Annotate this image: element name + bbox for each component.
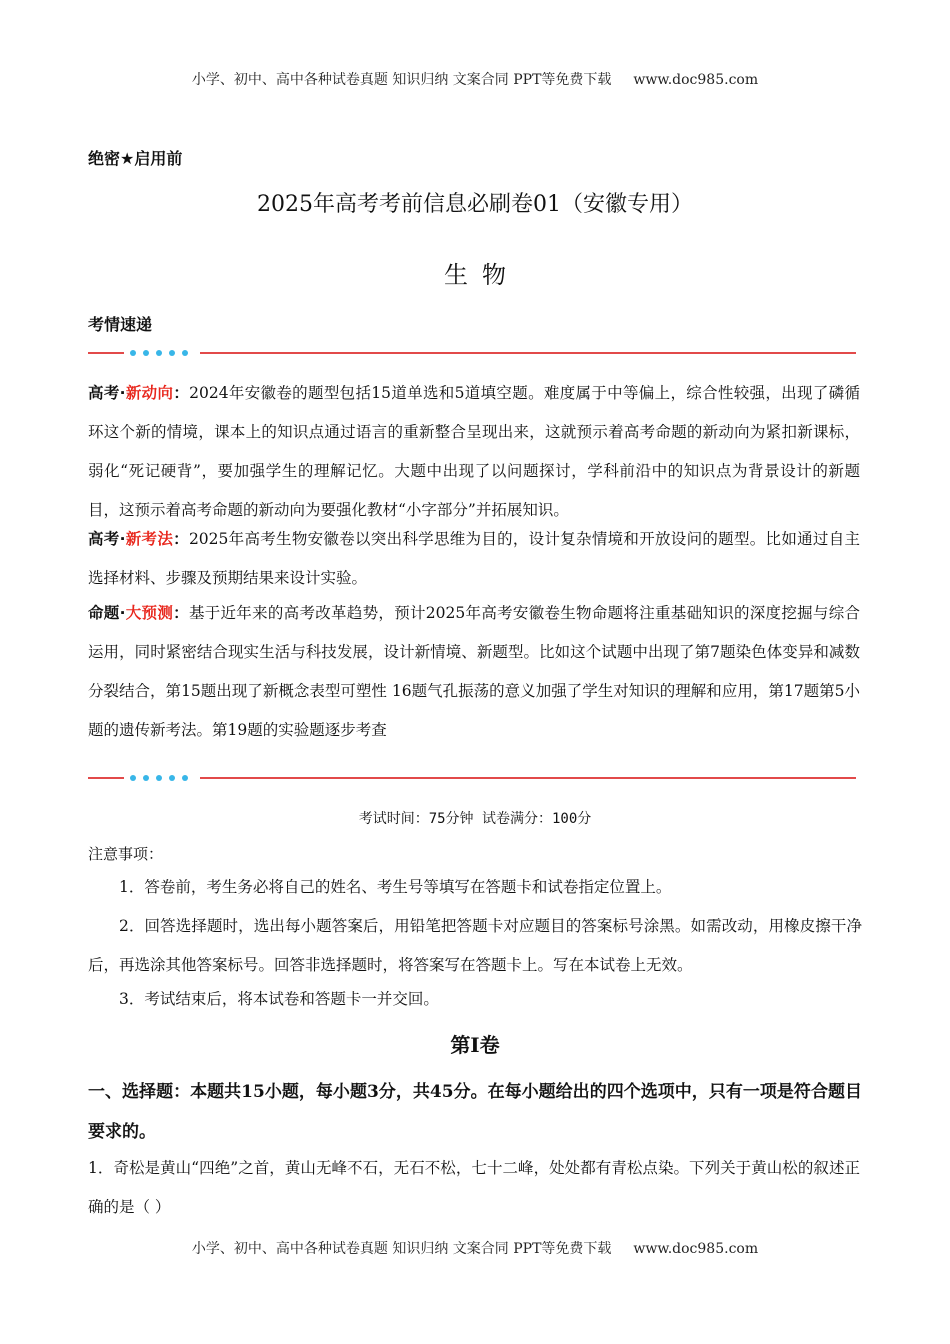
note-item: 3．考试结束后，将本试卷和答题卡一并交回。 <box>119 990 439 1008</box>
page-footer <box>0 1238 950 1258</box>
paragraph-prediction <box>88 594 860 750</box>
label-suffix: ： <box>173 604 189 622</box>
divider-dot <box>156 775 162 781</box>
paragraph-text: 2024年安徽卷的题型包括15道单选和5道填空题。难度属于中等偏上，综合性较强，出现了磷循环这个新的情境，课本上的知识点通过语言的重新整合呈现出来，这就预示着高考命题的新动向为紧扣新课标，弱化“死记硬背”，要加强学生的理解记忆。大题中出现了以问题探讨，学科前沿中的知识点为背景设计的新题目，这预示着高考命题的新动向为要强化教材“小字部分”并拓展知识。 <box>88 384 860 519</box>
divider-line-short <box>88 777 124 779</box>
label-highlight: 大预测 <box>125 604 174 622</box>
divider-dot <box>130 350 136 356</box>
note-item: 1．答卷前，考生务必将自己的姓名、考生号等填写在答题卡和试卷指定位置上。 <box>119 878 672 896</box>
question-section-heading: 一、选择题：本题共15小题，每小题3分，共45分。在每小题给出的四个选项中，只有一项是符合题目要求的。 <box>88 1082 862 1142</box>
notes-title: 注意事项： <box>88 845 164 863</box>
divider-dot <box>182 775 188 781</box>
section-divider-top <box>88 348 856 358</box>
label-prefix: 命题· <box>88 604 126 622</box>
note-item: 2．回答选择题时，选出每小题答案后，用铅笔把答题卡对应题目的答案标号涂黑。如需改动，用橡皮擦干净后，再选涂其他答案标号。回答非选择题时，将答案写在答题卡上。写在本试卷上无效。 <box>88 917 862 974</box>
divider-line-long <box>200 352 856 354</box>
label-prefix: 高考· <box>88 384 126 402</box>
header-url[interactable]: www.doc985.com <box>633 72 759 88</box>
exam-info: 考试时间：75分钟 试卷满分：100分 <box>358 811 592 827</box>
paragraph-new-trend <box>88 374 860 530</box>
divider-dot <box>130 775 136 781</box>
label-suffix: ： <box>173 384 190 402</box>
footer-url[interactable]: www.doc985.com <box>633 1241 759 1257</box>
exam-title: 2025年高考考前信息必刷卷01（安徽专用） <box>257 192 693 217</box>
divider-line-long <box>200 777 856 779</box>
label-highlight: 新动向 <box>125 384 174 402</box>
divider-dot <box>169 775 175 781</box>
label-suffix: ： <box>173 530 189 548</box>
divider-dot <box>182 350 188 356</box>
section-divider-bottom <box>88 773 856 783</box>
paragraph-label <box>88 530 189 548</box>
section-heading: 考情速递 <box>88 315 153 334</box>
question-1: 1．奇松是黄山“四绝”之首，黄山无峰不石，无石不松，七十二峰，处处都有青松点染。下列关于黄山松的叙述正确的是（ ） <box>88 1159 860 1216</box>
secret-label: 绝密★启用前 <box>88 149 183 168</box>
footer-text: 小学、初中、高中各种试卷真题 知识归纳 文案合同 PPT等免费下载 <box>191 1241 612 1257</box>
page-header <box>0 69 950 89</box>
subject-title: 生物 <box>444 261 520 289</box>
paragraph-text: 2025年高考生物安徽卷以突出科学思维为目的，设计复杂情境和开放设问的题型。比如通过自主选择材料、步骤及预期结果来设计实验。 <box>88 530 860 587</box>
divider-line-short <box>88 352 124 354</box>
header-text: 小学、初中、高中各种试卷真题 知识归纳 文案合同 PPT等免费下载 <box>191 72 612 88</box>
paragraph-label <box>88 604 189 622</box>
paragraph-text: 基于近年来的高考改革趋势，预计2025年高考安徽卷生物命题将注重基础知识的深度挖掘与综合运用，同时紧密结合现实生活与科技发展，设计新情境、新题型。比如这个试题中出现了第7题染色体变异和减数分裂结合，第15题出现了新概念表型可塑性 16题气孔振荡的意义加强了学生对知识的理解和应用，第17题第5小题的遗传新考法。第19题的实验题逐步考查 <box>88 604 860 739</box>
divider-dot <box>143 350 149 356</box>
paragraph-label <box>88 384 189 402</box>
label-prefix: 高考· <box>88 530 126 548</box>
divider-dot <box>169 350 175 356</box>
paragraph-new-method <box>88 520 860 598</box>
label-highlight: 新考法 <box>125 530 174 548</box>
volume-title: 第Ⅰ卷 <box>450 1033 500 1057</box>
divider-dot <box>156 350 162 356</box>
divider-dot <box>143 775 149 781</box>
